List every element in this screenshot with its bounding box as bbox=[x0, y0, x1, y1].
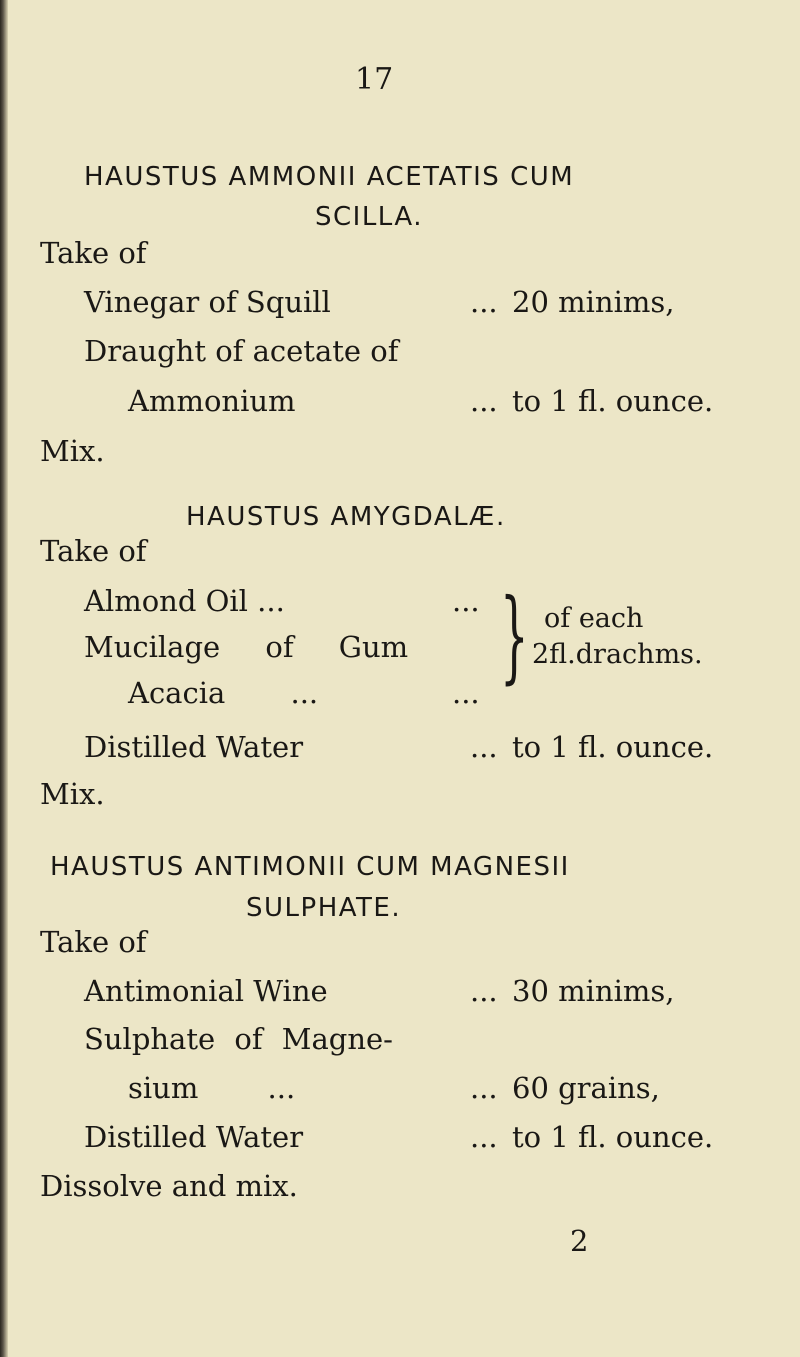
section-1-ingredient-1: Vinegar of Squill bbox=[84, 285, 331, 319]
section-3-title-line1: HAUSTUS ANTIMONII CUM MAGNESII bbox=[50, 852, 570, 882]
section-2-ingredient-4: Distilled Water bbox=[84, 730, 304, 764]
section-2-intro: Take of bbox=[40, 534, 147, 568]
section-2-group-amount-line1: of each bbox=[544, 603, 644, 634]
section-1-title-line1: HAUSTUS AMMONII ACETATIS CUM bbox=[84, 162, 575, 192]
section-1-instruction: Mix. bbox=[40, 434, 105, 468]
section-2-group-amount-line2: 2fl.drachms. bbox=[532, 639, 703, 670]
section-1-ingredient-2: Draught of acetate of bbox=[84, 334, 399, 368]
section-2-grouped-leader-3: ... bbox=[452, 676, 480, 710]
section-2-amount-4: to 1 fl. ounce. bbox=[512, 730, 714, 764]
section-1-leader-1: ... bbox=[470, 285, 498, 319]
section-3-leader-1: ... bbox=[470, 974, 498, 1008]
section-3-leader-4: ... bbox=[470, 1120, 498, 1154]
section-2-grouped-ingredient-3: Acacia ... bbox=[128, 676, 319, 710]
section-3-ingredient-1: Antimonial Wine bbox=[84, 974, 328, 1008]
section-1-leader-3: ... bbox=[470, 384, 498, 418]
section-3-ingredient-4: Distilled Water bbox=[84, 1120, 304, 1154]
section-3-amount-3: 60 grains, bbox=[512, 1071, 660, 1105]
section-3-amount-4: to 1 fl. ounce. bbox=[512, 1120, 714, 1154]
section-2-instruction: Mix. bbox=[40, 777, 105, 811]
section-2-grouped-ingredient-2: Mucilage of Gum bbox=[84, 630, 409, 664]
section-3-ingredient-3: sium ... bbox=[128, 1071, 296, 1105]
section-3-instruction: Dissolve and mix. bbox=[40, 1169, 298, 1203]
section-1-intro: Take of bbox=[40, 236, 147, 270]
section-2-title: HAUSTUS AMYGDALÆ. bbox=[186, 502, 506, 532]
section-2-grouped-ingredient-1: Almond Oil ... bbox=[84, 584, 285, 618]
page-number: 17 bbox=[355, 62, 394, 97]
section-3-intro: Take of bbox=[40, 925, 147, 959]
page-edge-shadow bbox=[0, 0, 8, 1357]
section-1-title-line2: SCILLA. bbox=[315, 202, 423, 232]
section-3-ingredient-2: Sulphate of Magne- bbox=[84, 1022, 393, 1056]
grouping-brace: } bbox=[500, 577, 529, 694]
signature-mark: 2 bbox=[570, 1224, 589, 1258]
section-3-leader-3: ... bbox=[470, 1071, 498, 1105]
section-1-amount-3: to 1 fl. ounce. bbox=[512, 384, 714, 418]
section-1-amount-1: 20 minims, bbox=[512, 285, 675, 319]
section-3-amount-1: 30 minims, bbox=[512, 974, 675, 1008]
section-3-title-line2: SULPHATE. bbox=[246, 893, 402, 923]
section-2-leader-4: ... bbox=[470, 730, 498, 764]
section-2-grouped-leader-1: ... bbox=[452, 584, 480, 618]
section-1-ingredient-3: Ammonium bbox=[128, 384, 296, 418]
